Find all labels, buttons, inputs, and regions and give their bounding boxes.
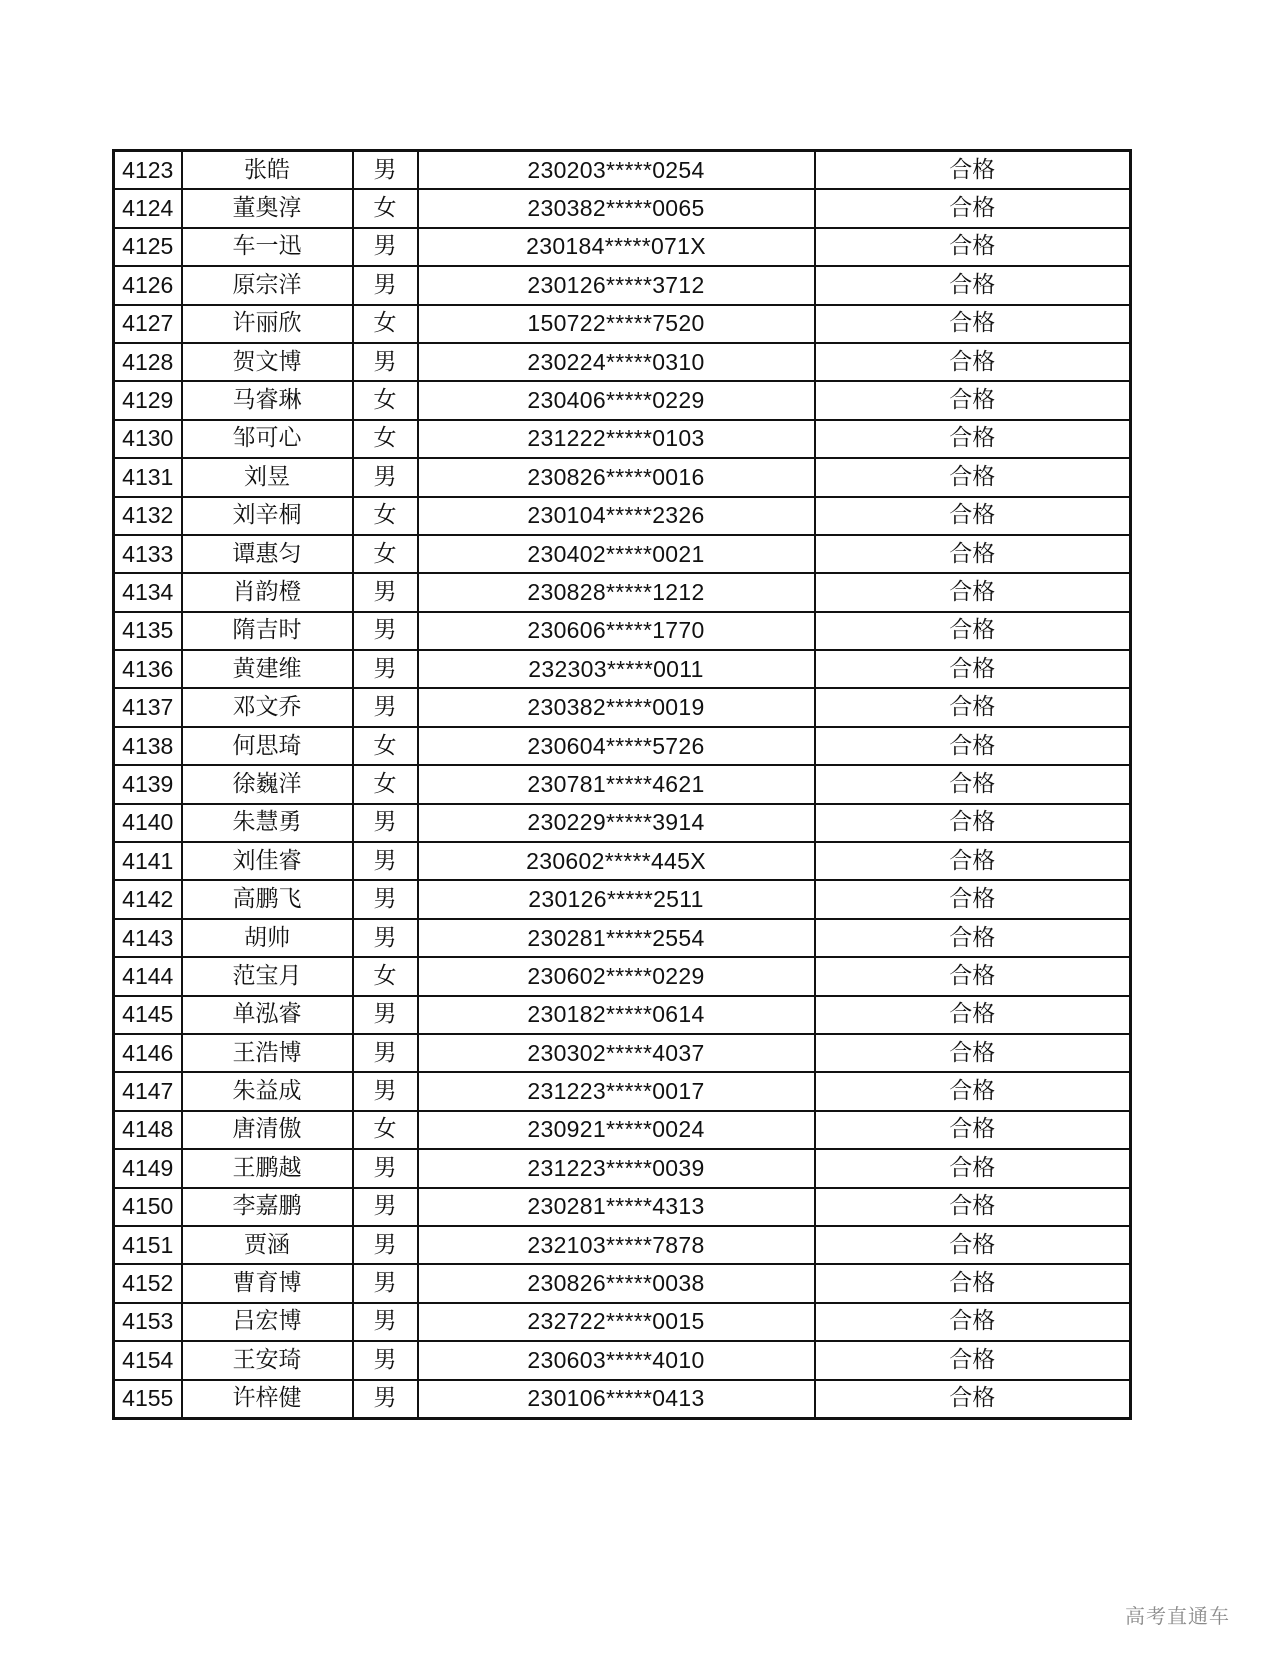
name-cell: 车一迅 xyxy=(182,228,353,266)
table-row xyxy=(114,650,1131,688)
result-cell: 合格 xyxy=(815,1111,1131,1149)
gender-cell: 男 xyxy=(353,996,418,1034)
name-cell: 黄建维 xyxy=(182,650,353,688)
name-cell: 李嘉鹏 xyxy=(182,1188,353,1226)
table-row xyxy=(114,497,1131,535)
row-number-cell: 4147 xyxy=(114,1072,182,1110)
name-cell: 原宗洋 xyxy=(182,266,353,304)
table-row xyxy=(114,343,1131,381)
row-number-cell: 4136 xyxy=(114,650,182,688)
row-number-cell: 4149 xyxy=(114,1149,182,1187)
table-row xyxy=(114,765,1131,803)
result-cell: 合格 xyxy=(815,228,1131,266)
gender-cell: 男 xyxy=(353,919,418,957)
gender-cell: 男 xyxy=(353,458,418,496)
table-row xyxy=(114,842,1131,880)
gender-cell: 男 xyxy=(353,880,418,918)
row-number-cell: 4129 xyxy=(114,381,182,419)
table-row xyxy=(114,189,1131,227)
roster-table-body xyxy=(114,151,1131,1419)
table-row xyxy=(114,612,1131,650)
row-number-cell: 4128 xyxy=(114,343,182,381)
result-cell: 合格 xyxy=(815,688,1131,726)
result-cell: 合格 xyxy=(815,996,1131,1034)
row-number-cell: 4137 xyxy=(114,688,182,726)
id-number-cell: 230203*****0254 xyxy=(418,151,815,190)
row-number-cell: 4138 xyxy=(114,727,182,765)
result-cell: 合格 xyxy=(815,420,1131,458)
table-row xyxy=(114,1264,1131,1302)
id-number-cell: 230406*****0229 xyxy=(418,381,815,419)
id-number-cell: 230106*****0413 xyxy=(418,1380,815,1419)
row-number-cell: 4143 xyxy=(114,919,182,957)
row-number-cell: 4135 xyxy=(114,612,182,650)
name-cell: 董奥淳 xyxy=(182,189,353,227)
result-cell: 合格 xyxy=(815,1303,1131,1341)
table-row xyxy=(114,688,1131,726)
id-number-cell: 230604*****5726 xyxy=(418,727,815,765)
gender-cell: 男 xyxy=(353,1380,418,1419)
table-row xyxy=(114,1188,1131,1226)
result-cell: 合格 xyxy=(815,842,1131,880)
id-number-cell: 230281*****2554 xyxy=(418,919,815,957)
gender-cell: 女 xyxy=(353,381,418,419)
gender-cell: 男 xyxy=(353,151,418,190)
id-number-cell: 230184*****071X xyxy=(418,228,815,266)
table-row xyxy=(114,880,1131,918)
table-row xyxy=(114,228,1131,266)
table-row xyxy=(114,266,1131,304)
gender-cell: 男 xyxy=(353,1341,418,1379)
table-row xyxy=(114,1303,1131,1341)
result-cell: 合格 xyxy=(815,497,1131,535)
name-cell: 王鹏越 xyxy=(182,1149,353,1187)
id-number-cell: 232103*****7878 xyxy=(418,1226,815,1264)
gender-cell: 男 xyxy=(353,343,418,381)
id-number-cell: 231223*****0039 xyxy=(418,1149,815,1187)
row-number-cell: 4144 xyxy=(114,957,182,995)
name-cell: 范宝月 xyxy=(182,957,353,995)
result-cell: 合格 xyxy=(815,880,1131,918)
result-cell: 合格 xyxy=(815,765,1131,803)
name-cell: 马睿琳 xyxy=(182,381,353,419)
result-cell: 合格 xyxy=(815,957,1131,995)
result-cell: 合格 xyxy=(815,650,1131,688)
gender-cell: 女 xyxy=(353,420,418,458)
gender-cell: 女 xyxy=(353,765,418,803)
table-row xyxy=(114,1149,1131,1187)
gender-cell: 男 xyxy=(353,1188,418,1226)
id-number-cell: 230402*****0021 xyxy=(418,535,815,573)
table-row xyxy=(114,1111,1131,1149)
gender-cell: 男 xyxy=(353,1034,418,1072)
row-number-cell: 4148 xyxy=(114,1111,182,1149)
id-number-cell: 230781*****4621 xyxy=(418,765,815,803)
table-row xyxy=(114,1380,1131,1419)
id-number-cell: 230229*****3914 xyxy=(418,804,815,842)
row-number-cell: 4146 xyxy=(114,1034,182,1072)
gender-cell: 男 xyxy=(353,1226,418,1264)
gender-cell: 男 xyxy=(353,1264,418,1302)
result-cell: 合格 xyxy=(815,381,1131,419)
name-cell: 许梓健 xyxy=(182,1380,353,1419)
row-number-cell: 4153 xyxy=(114,1303,182,1341)
table-row xyxy=(114,420,1131,458)
table-row xyxy=(114,305,1131,343)
result-cell: 合格 xyxy=(815,266,1131,304)
row-number-cell: 4132 xyxy=(114,497,182,535)
id-number-cell: 230826*****0016 xyxy=(418,458,815,496)
table-row xyxy=(114,1226,1131,1264)
result-cell: 合格 xyxy=(815,804,1131,842)
id-number-cell: 230182*****0614 xyxy=(418,996,815,1034)
id-number-cell: 230921*****0024 xyxy=(418,1111,815,1149)
result-cell: 合格 xyxy=(815,727,1131,765)
result-cell: 合格 xyxy=(815,305,1131,343)
gender-cell: 女 xyxy=(353,957,418,995)
gender-cell: 男 xyxy=(353,1072,418,1110)
name-cell: 唐清傲 xyxy=(182,1111,353,1149)
result-cell: 合格 xyxy=(815,343,1131,381)
result-cell: 合格 xyxy=(815,1072,1131,1110)
gender-cell: 男 xyxy=(353,266,418,304)
name-cell: 许丽欣 xyxy=(182,305,353,343)
id-number-cell: 230126*****3712 xyxy=(418,266,815,304)
result-cell: 合格 xyxy=(815,1380,1131,1419)
result-cell: 合格 xyxy=(815,151,1131,190)
id-number-cell: 230826*****0038 xyxy=(418,1264,815,1302)
row-number-cell: 4145 xyxy=(114,996,182,1034)
id-number-cell: 230828*****1212 xyxy=(418,573,815,611)
result-cell: 合格 xyxy=(815,1034,1131,1072)
table-row xyxy=(114,535,1131,573)
gender-cell: 男 xyxy=(353,612,418,650)
row-number-cell: 4142 xyxy=(114,880,182,918)
row-number-cell: 4150 xyxy=(114,1188,182,1226)
name-cell: 刘佳睿 xyxy=(182,842,353,880)
result-cell: 合格 xyxy=(815,189,1131,227)
result-cell: 合格 xyxy=(815,1226,1131,1264)
result-cell: 合格 xyxy=(815,1264,1131,1302)
name-cell: 刘辛桐 xyxy=(182,497,353,535)
id-number-cell: 232722*****0015 xyxy=(418,1303,815,1341)
gender-cell: 男 xyxy=(353,1303,418,1341)
table-row xyxy=(114,919,1131,957)
table-row xyxy=(114,1034,1131,1072)
row-number-cell: 4125 xyxy=(114,228,182,266)
table-row xyxy=(114,1072,1131,1110)
id-number-cell: 230382*****0019 xyxy=(418,688,815,726)
row-number-cell: 4126 xyxy=(114,266,182,304)
name-cell: 谭惠匀 xyxy=(182,535,353,573)
name-cell: 曹育博 xyxy=(182,1264,353,1302)
table-row xyxy=(114,381,1131,419)
name-cell: 邓文乔 xyxy=(182,688,353,726)
gender-cell: 男 xyxy=(353,688,418,726)
row-number-cell: 4127 xyxy=(114,305,182,343)
name-cell: 高鹏飞 xyxy=(182,880,353,918)
name-cell: 何思琦 xyxy=(182,727,353,765)
row-number-cell: 4134 xyxy=(114,573,182,611)
id-number-cell: 230602*****445X xyxy=(418,842,815,880)
name-cell: 王浩博 xyxy=(182,1034,353,1072)
id-number-cell: 230602*****0229 xyxy=(418,957,815,995)
result-cell: 合格 xyxy=(815,573,1131,611)
name-cell: 吕宏博 xyxy=(182,1303,353,1341)
result-cell: 合格 xyxy=(815,458,1131,496)
row-number-cell: 4133 xyxy=(114,535,182,573)
name-cell: 贺文博 xyxy=(182,343,353,381)
result-cell: 合格 xyxy=(815,1149,1131,1187)
row-number-cell: 4139 xyxy=(114,765,182,803)
name-cell: 朱慧勇 xyxy=(182,804,353,842)
id-number-cell: 232303*****0011 xyxy=(418,650,815,688)
result-cell: 合格 xyxy=(815,1341,1131,1379)
gender-cell: 女 xyxy=(353,727,418,765)
gender-cell: 女 xyxy=(353,305,418,343)
name-cell: 徐巍洋 xyxy=(182,765,353,803)
result-cell: 合格 xyxy=(815,919,1131,957)
id-number-cell: 230382*****0065 xyxy=(418,189,815,227)
roster-table xyxy=(112,149,1132,1420)
name-cell: 邹可心 xyxy=(182,420,353,458)
row-number-cell: 4124 xyxy=(114,189,182,227)
watermark-text: 高考直通车 xyxy=(1125,1604,1230,1628)
gender-cell: 女 xyxy=(353,189,418,227)
table-row xyxy=(114,996,1131,1034)
result-cell: 合格 xyxy=(815,535,1131,573)
id-number-cell: 231223*****0017 xyxy=(418,1072,815,1110)
table-row xyxy=(114,957,1131,995)
gender-cell: 女 xyxy=(353,1111,418,1149)
gender-cell: 男 xyxy=(353,573,418,611)
gender-cell: 女 xyxy=(353,535,418,573)
table-row xyxy=(114,1341,1131,1379)
gender-cell: 男 xyxy=(353,1149,418,1187)
row-number-cell: 4154 xyxy=(114,1341,182,1379)
name-cell: 张皓 xyxy=(182,151,353,190)
name-cell: 朱益成 xyxy=(182,1072,353,1110)
id-number-cell: 230603*****4010 xyxy=(418,1341,815,1379)
row-number-cell: 4130 xyxy=(114,420,182,458)
result-cell: 合格 xyxy=(815,1188,1131,1226)
id-number-cell: 230281*****4313 xyxy=(418,1188,815,1226)
row-number-cell: 4123 xyxy=(114,151,182,190)
gender-cell: 男 xyxy=(353,228,418,266)
row-number-cell: 4141 xyxy=(114,842,182,880)
id-number-cell: 230126*****2511 xyxy=(418,880,815,918)
gender-cell: 女 xyxy=(353,497,418,535)
id-number-cell: 230104*****2326 xyxy=(418,497,815,535)
id-number-cell: 230606*****1770 xyxy=(418,612,815,650)
gender-cell: 男 xyxy=(353,804,418,842)
row-number-cell: 4151 xyxy=(114,1226,182,1264)
result-cell: 合格 xyxy=(815,612,1131,650)
row-number-cell: 4140 xyxy=(114,804,182,842)
gender-cell: 男 xyxy=(353,842,418,880)
roster-table-container xyxy=(112,149,1129,1420)
id-number-cell: 231222*****0103 xyxy=(418,420,815,458)
table-row xyxy=(114,151,1131,190)
table-row xyxy=(114,458,1131,496)
name-cell: 刘昱 xyxy=(182,458,353,496)
row-number-cell: 4131 xyxy=(114,458,182,496)
row-number-cell: 4155 xyxy=(114,1380,182,1419)
name-cell: 贾涵 xyxy=(182,1226,353,1264)
id-number-cell: 230302*****4037 xyxy=(418,1034,815,1072)
id-number-cell: 230224*****0310 xyxy=(418,343,815,381)
table-row xyxy=(114,804,1131,842)
name-cell: 肖韵橙 xyxy=(182,573,353,611)
name-cell: 王安琦 xyxy=(182,1341,353,1379)
table-row xyxy=(114,573,1131,611)
table-row xyxy=(114,727,1131,765)
id-number-cell: 150722*****7520 xyxy=(418,305,815,343)
name-cell: 单泓睿 xyxy=(182,996,353,1034)
row-number-cell: 4152 xyxy=(114,1264,182,1302)
gender-cell: 男 xyxy=(353,650,418,688)
name-cell: 隋吉时 xyxy=(182,612,353,650)
name-cell: 胡帅 xyxy=(182,919,353,957)
